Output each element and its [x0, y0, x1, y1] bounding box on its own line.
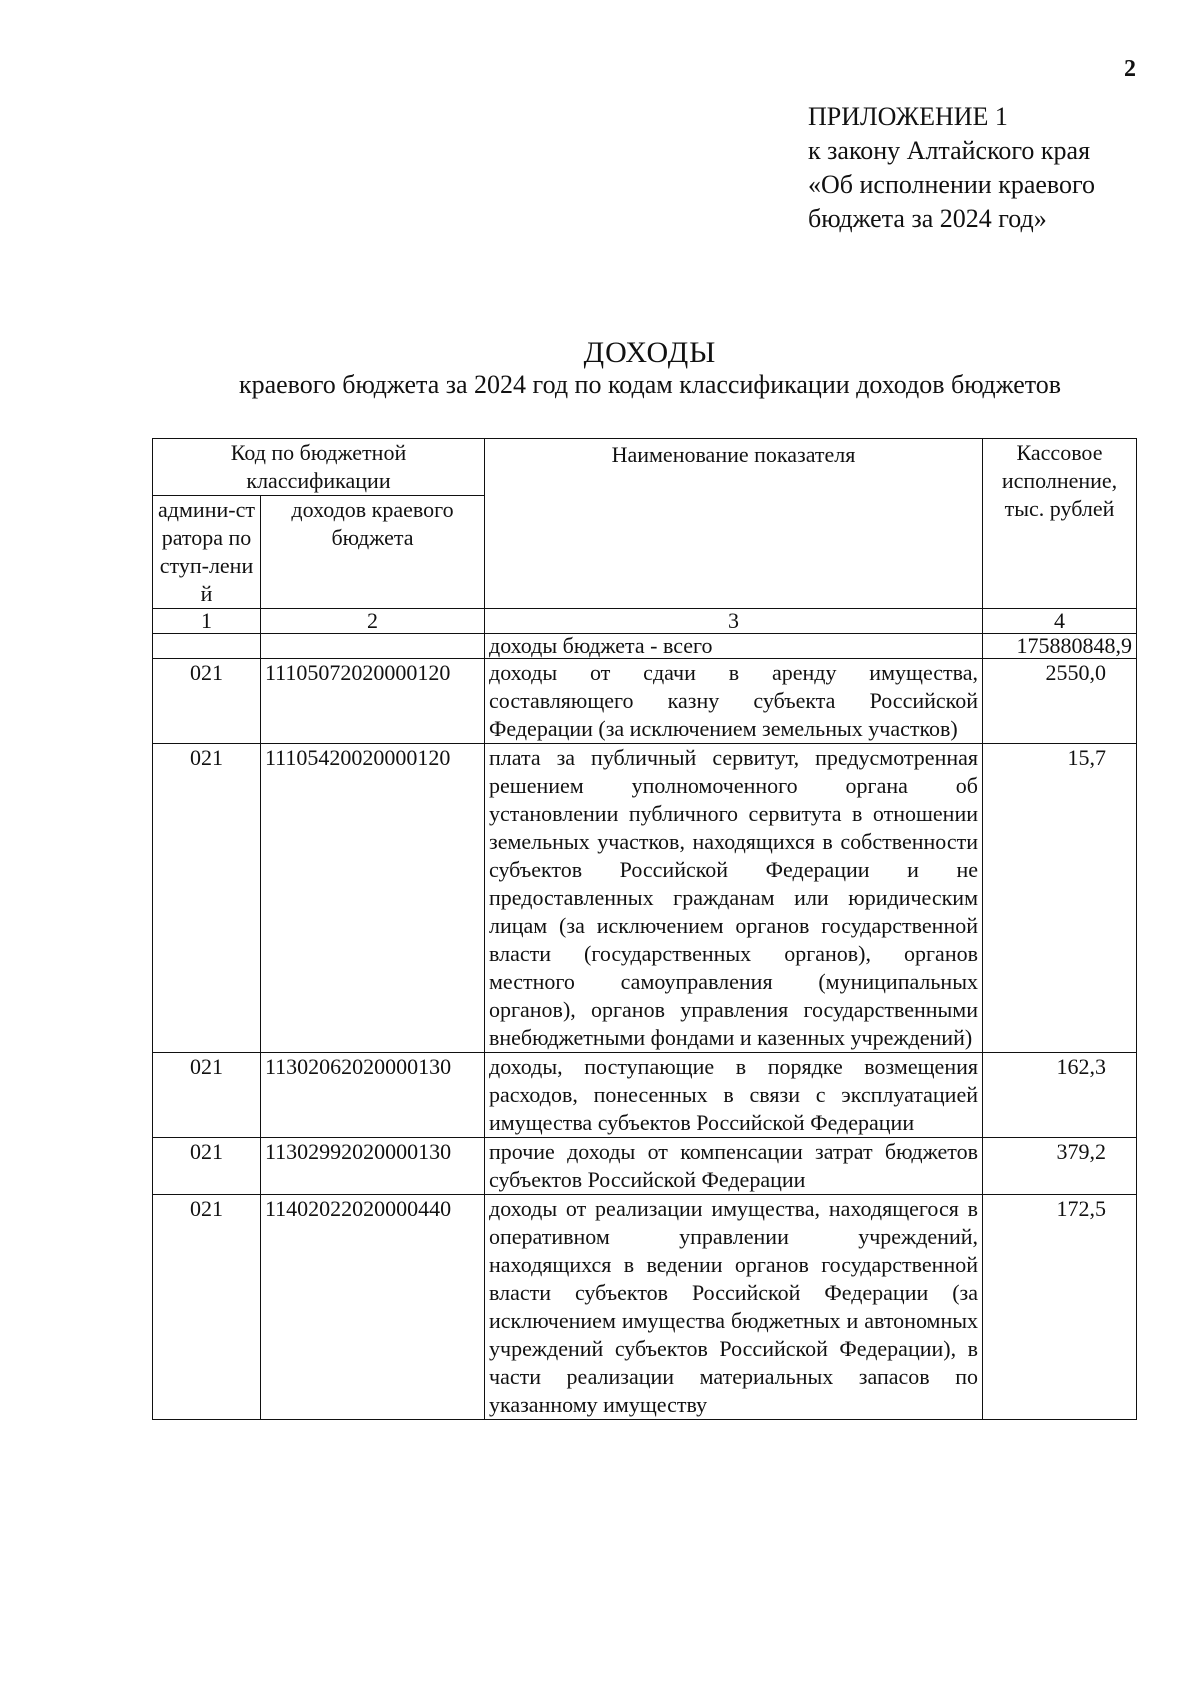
table-row [153, 1195, 1137, 1420]
admin-code-cell: 021 [153, 1138, 261, 1195]
column-number: 3 [485, 609, 983, 634]
amount-cell: 15,7 [983, 744, 1137, 1053]
amount-cell: 379,2 [983, 1138, 1137, 1195]
admin-code-cell: 021 [153, 659, 261, 744]
header-amount: Кассовое исполнение, тыс. рублей [983, 439, 1137, 609]
indicator-name-cell: доходы от сдачи в аренду имущества, составляющего казну субъекта Российской Федерации (за исключением земельных участков) [485, 659, 983, 744]
admin-code-cell: 021 [153, 1195, 261, 1420]
total-row [153, 634, 1137, 659]
header-name: Наименование показателя [485, 439, 983, 609]
document-subtitle: краевого бюджета за 2024 год по кодам классификации доходов бюджетов [238, 370, 1062, 399]
appendix-block [808, 100, 1095, 236]
income-table [152, 438, 1137, 1420]
table-body [153, 609, 1137, 1420]
indicator-name-cell: доходы, поступающие в порядке возмещения расходов, понесенных в связи с эксплуатацией имущества субъектов Российской Федерации [485, 1053, 983, 1138]
admin-code-cell: 021 [153, 1053, 261, 1138]
income-code-cell: 11302062020000130 [261, 1053, 485, 1138]
total-amount: 175880848,9 [983, 634, 1137, 659]
appendix-line: к закону Алтайского края [808, 136, 1091, 165]
appendix-line: ПРИЛОЖЕНИЕ 1 [808, 102, 1008, 131]
admin-code-cell: 021 [153, 744, 261, 1053]
table-row [153, 1138, 1137, 1195]
amount-cell: 162,3 [983, 1053, 1137, 1138]
amount-cell: 172,5 [983, 1195, 1137, 1420]
column-number: 1 [153, 609, 261, 634]
indicator-name-cell: плата за публичный сервитут, предусмотренная решением уполномоченного органа об установлении публичного сервитута в отношении земельных участков, находящихся в собственности субъектов Российской Федерации и не предоставленных гражданам или юридическим лицам (за исключением органов государственной власти (государственных органов), органов местного самоуправления (муниципальных органов), органов управления государственными внебюджетными фондами и казенных учреждений) [485, 744, 983, 1053]
header-admin: админи-стратора поступ-лений [153, 496, 261, 609]
total-label: доходы бюджета - всего [485, 634, 983, 659]
page-number: 2 [1124, 56, 1136, 82]
column-number: 4 [983, 609, 1137, 634]
column-number-row [153, 609, 1137, 634]
total-code-empty [261, 634, 485, 659]
income-code-cell: 11302992020000130 [261, 1138, 485, 1195]
header-code-group: Код по бюджетной классификации [153, 439, 485, 496]
income-code-cell: 11105420020000120 [261, 744, 485, 1053]
appendix-line: «Об исполнении краевого [808, 170, 1096, 199]
column-number: 2 [261, 609, 485, 634]
total-admin-empty [153, 634, 261, 659]
appendix-line: бюджета за 2024 год» [808, 204, 1047, 233]
table-row [153, 659, 1137, 744]
income-code-cell: 11402022020000440 [261, 1195, 485, 1420]
table-row [153, 744, 1137, 1053]
indicator-name-cell: прочие доходы от компенсации затрат бюджетов субъектов Российской Федерации [485, 1138, 983, 1195]
amount-cell: 2550,0 [983, 659, 1137, 744]
header-income-code: доходов краевого бюджета [261, 496, 485, 609]
table-row [153, 1053, 1137, 1138]
income-code-cell: 11105072020000120 [261, 659, 485, 744]
document-title: ДОХОДЫ [583, 336, 717, 369]
indicator-name-cell: доходы от реализации имущества, находящегося в оперативном управлении учреждений, находящихся в ведении органов государственной власти субъектов Российской Федерации (за исключением имущества бюджетных и автономных учреждений субъектов Российской Федерации), в части реализации материальных запасов по указанному имуществу [485, 1195, 983, 1420]
